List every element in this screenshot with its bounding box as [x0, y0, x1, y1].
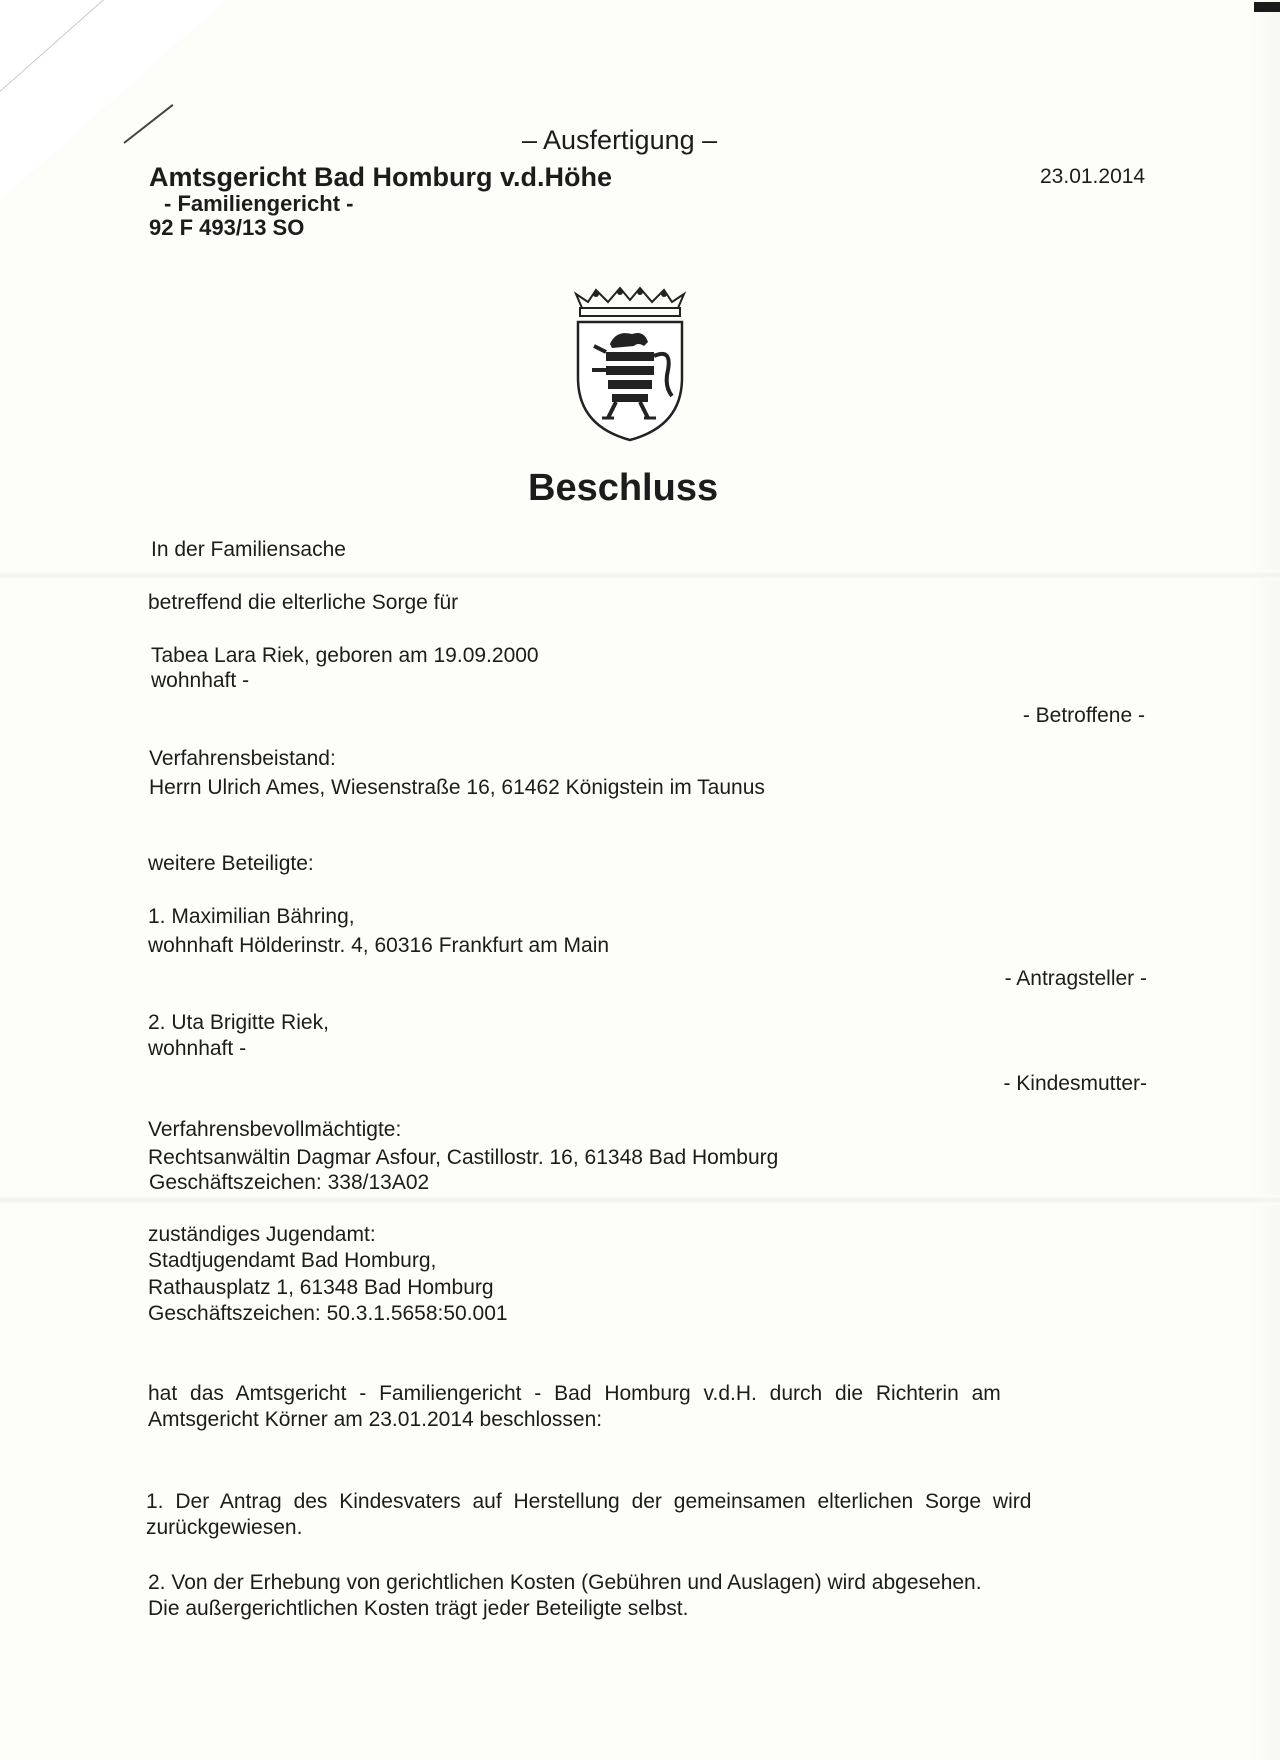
case-number: 92 F 493/13 SO [149, 215, 305, 240]
intro-line: In der Familiensache [151, 538, 346, 561]
child-line: wohnhaft - [151, 669, 250, 692]
child-line: Tabea Lara Riek, geboren am 19.09.2000 [151, 644, 539, 667]
court-name: Amtsgericht Bad Homburg v.d.Höhe [149, 162, 613, 192]
scan-edge-mark [1254, 2, 1280, 12]
intro-line: betreffend die elterliche Sorge für [148, 591, 459, 614]
section-label: Verfahrensbevollmächtigte: [148, 1118, 402, 1141]
ausfertigung-label: – Ausfertigung – [522, 125, 718, 155]
party-line: wohnhaft - [148, 1037, 247, 1060]
bevollmaechtigte-line: Geschäftszeichen: 338/13A02 [149, 1171, 430, 1194]
decision-intro-line: Amtsgericht Körner am 23.01.2014 beschlossen: [148, 1408, 603, 1431]
party-line: 2. Uta Brigitte Riek, [148, 1011, 329, 1034]
beistand-line: Herrn Ulrich Ames, Wiesenstraße 16, 61462 Königstein im Taunus [149, 776, 765, 799]
ruling-line: Die außergerichtlichen Kosten trägt jeder Beteiligte selbst. [148, 1597, 689, 1620]
court-department: - Familiengericht - [164, 191, 354, 216]
bevollmaechtigte-line: Rechtsanwältin Dagmar Asfour, Castillostr. 16, 61348 Bad Homburg [148, 1146, 779, 1169]
party-line: wohnhaft Hölderinstr. 4, 60316 Frankfurt am Main [148, 934, 610, 957]
jugendamt-line: Stadtjugendamt Bad Homburg, [148, 1249, 437, 1272]
role-label: - Kindesmutter- [1003, 1072, 1147, 1095]
section-label: weitere Beteiligte: [148, 852, 314, 875]
ruling-line: 1. Der Antrag des Kindesvaters auf Herstellung der gemeinsamen elterlichen Sorge wird [146, 1490, 1032, 1513]
decision-intro-line: hat das Amtsgericht - Familiengericht - Bad Homburg v.d.H. durch die Richterin am [148, 1382, 1001, 1405]
paper-fold-line [0, 570, 1280, 580]
ruling-line: zurückgewiesen. [146, 1516, 303, 1539]
document-date: 23.01.2014 [1040, 165, 1146, 188]
page-edge-shadow [1252, 0, 1280, 1760]
jugendamt-line: Rathausplatz 1, 61348 Bad Homburg [148, 1276, 494, 1299]
document-title: Beschluss [528, 467, 719, 509]
role-label: - Betroffene - [1022, 704, 1145, 727]
role-label: - Antragsteller - [1004, 967, 1147, 990]
paper-fold-line [0, 1195, 1280, 1205]
ruling-line: 2. Von der Erhebung von gerichtlichen Kosten (Gebühren und Auslagen) wird abgesehen. [148, 1571, 982, 1594]
section-label: Verfahrensbeistand: [149, 747, 336, 770]
jugendamt-line: Geschäftszeichen: 50.3.1.5658:50.001 [148, 1302, 508, 1325]
section-label: zuständiges Jugendamt: [148, 1223, 376, 1246]
hesse-coat-of-arms-icon [572, 286, 688, 442]
party-line: 1. Maximilian Bähring, [148, 905, 355, 928]
